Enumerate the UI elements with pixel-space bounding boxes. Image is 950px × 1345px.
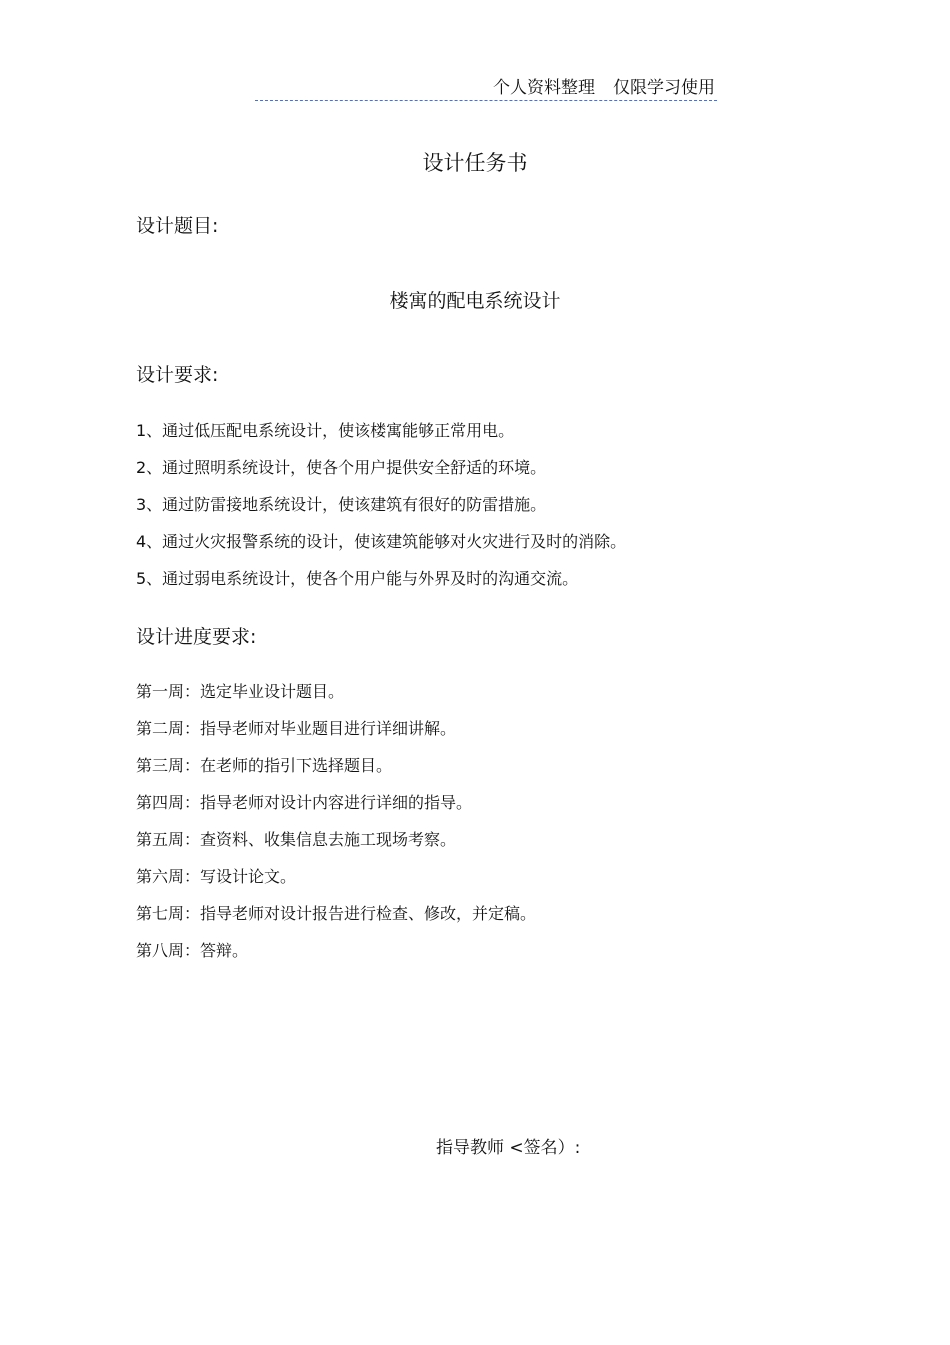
requirement-item: 4、通过火灾报警系统的设计，使该建筑能够对火灾进行及时的消除。 <box>136 532 627 551</box>
header-note-text <box>493 76 715 100</box>
schedule-item: 第七周：指导老师对设计报告进行检查、修改，并定稿。 <box>136 904 537 923</box>
document-title: 设计任务书 <box>422 151 528 175</box>
requirement-item: 5、通过弱电系统设计，使各个用户能与外界及时的沟通交流。 <box>136 569 579 588</box>
schedule-item: 第二周：指导老师对毕业题目进行详细讲解。 <box>136 719 457 738</box>
schedule-heading: 设计进度要求: <box>136 626 257 648</box>
requirement-item: 2、通过照明系统设计，使各个用户提供安全舒适的环境。 <box>136 458 547 477</box>
requirement-item: 1、通过低压配电系统设计，使该楼寓能够正常用电。 <box>136 421 515 440</box>
header-note-right: 仅限学习使用 <box>613 78 715 98</box>
schedule-item: 第一周：选定毕业设计题目。 <box>136 682 345 701</box>
requirements-list <box>136 419 626 604</box>
requirements-heading: 设计要求: <box>136 364 219 386</box>
schedule-item: 第六周：写设计论文。 <box>136 867 297 886</box>
schedule-list <box>136 680 536 976</box>
topic-value: 楼寓的配电系统设计 <box>389 290 561 312</box>
requirement-item: 3、通过防雷接地系统设计，使该建筑有很好的防雷措施。 <box>136 495 547 514</box>
header-note-left: 个人资料整理 <box>493 78 595 98</box>
schedule-item: 第四周：指导老师对设计内容进行详细的指导。 <box>136 793 473 812</box>
supervisor-signature-label: 指导教师 <签名）: <box>436 1138 581 1158</box>
schedule-item: 第五周：查资料、收集信息去施工现场考察。 <box>136 830 457 849</box>
schedule-item: 第八周：答辩。 <box>136 941 249 960</box>
schedule-item: 第三周：在老师的指引下选择题目。 <box>136 756 393 775</box>
topic-heading: 设计题目: <box>136 215 219 237</box>
header-note <box>255 76 717 101</box>
